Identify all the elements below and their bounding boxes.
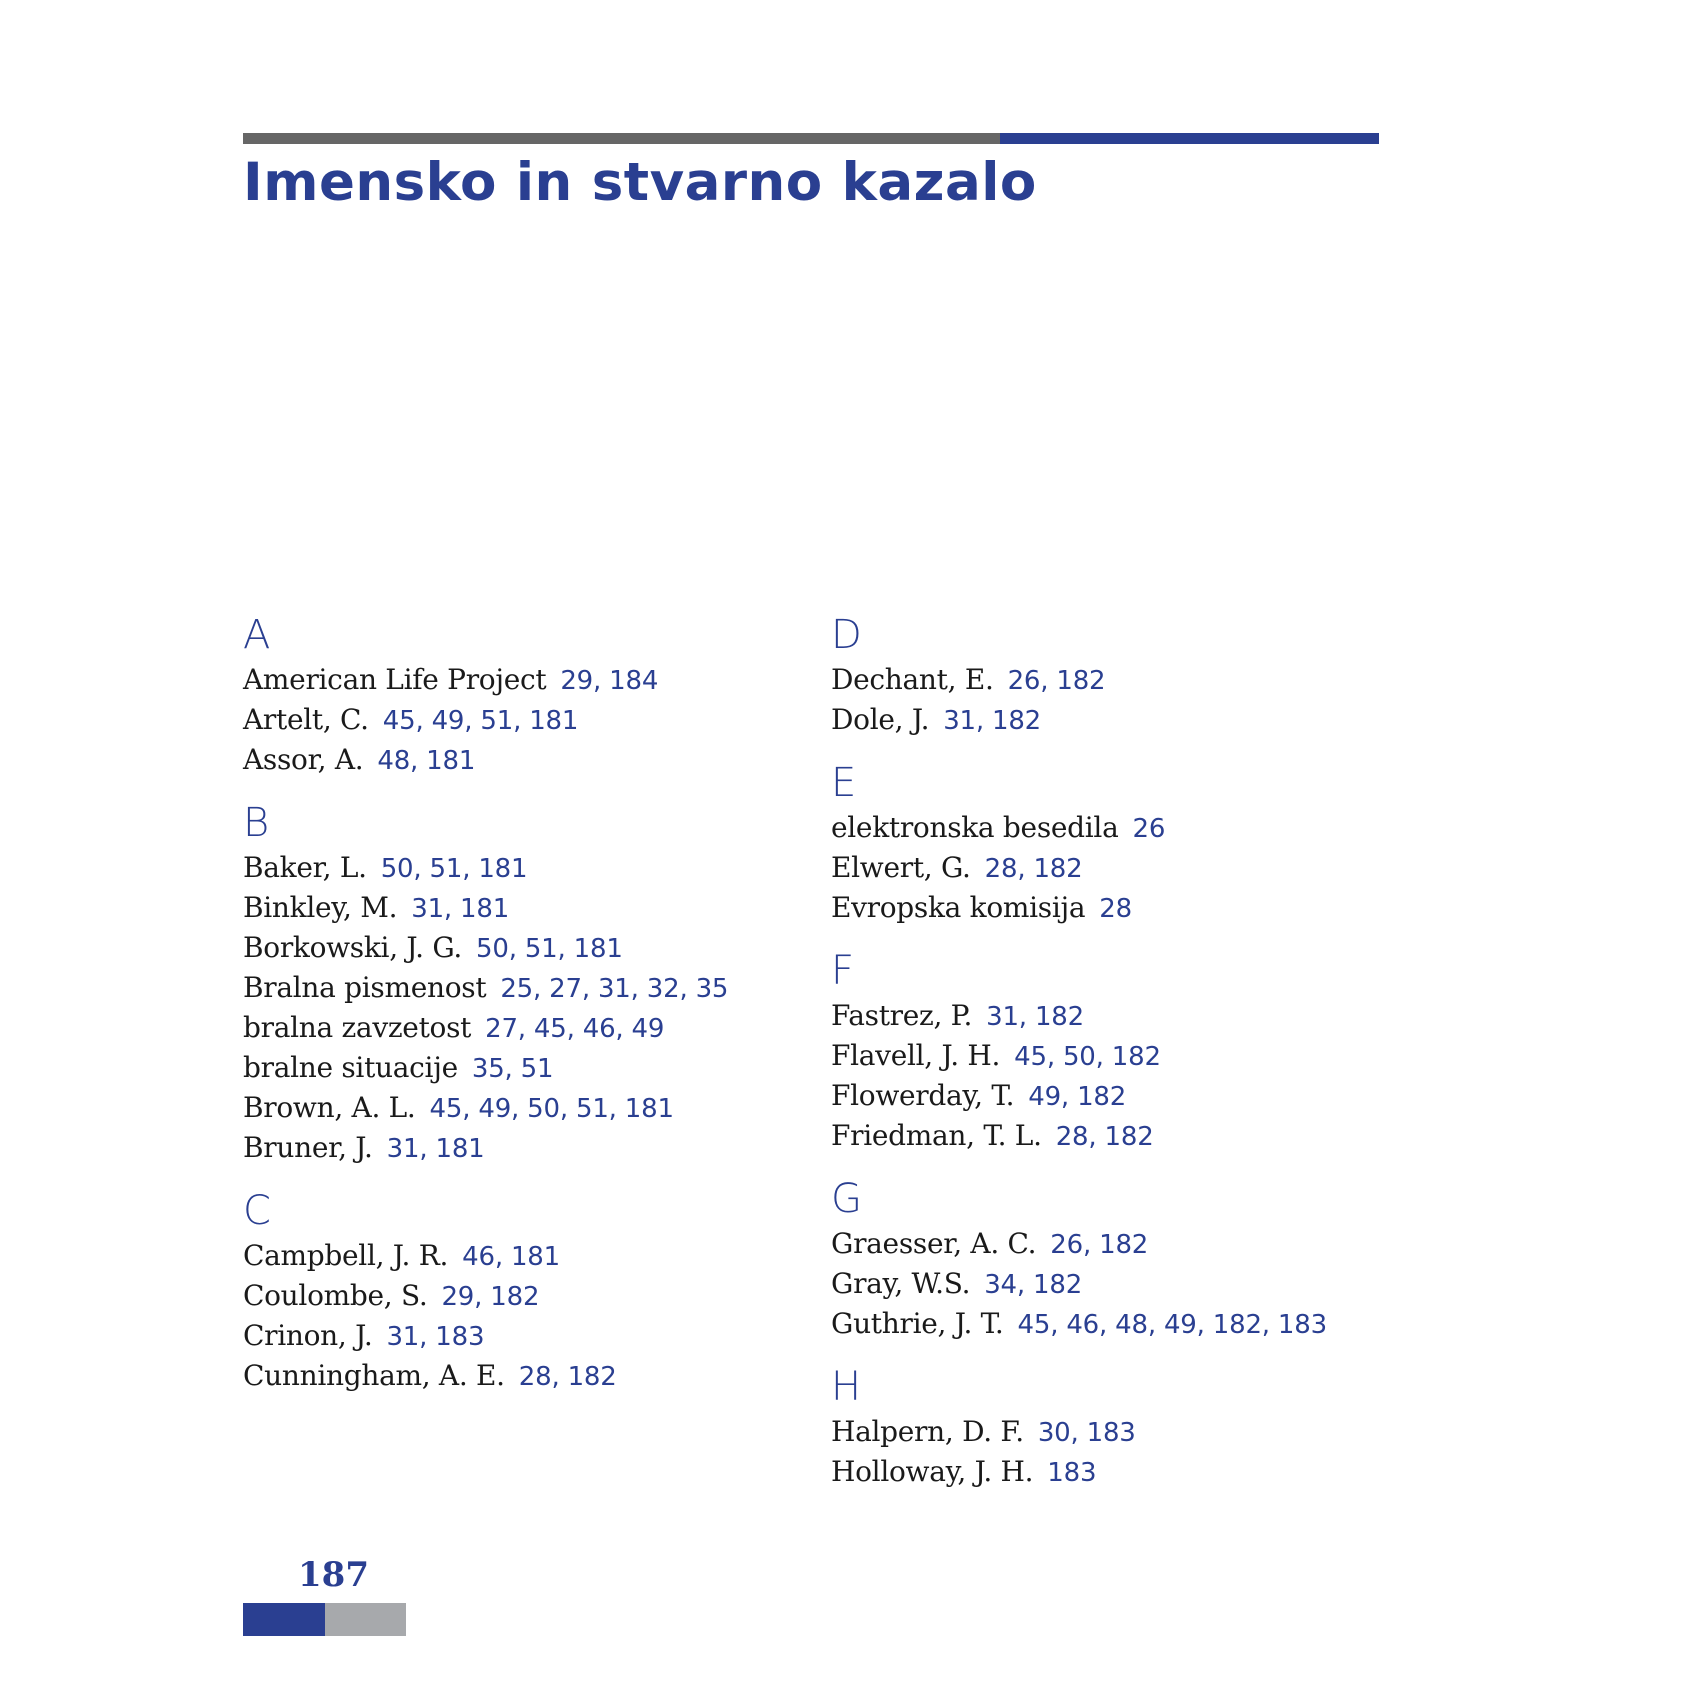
index-entry: [243, 888, 803, 928]
index-term: Gray, W.S.: [831, 1267, 971, 1300]
index-entry: [831, 1452, 1391, 1492]
index-term: Graesser, A. C.: [831, 1227, 1037, 1260]
index-term: Fastrez, P.: [831, 999, 973, 1032]
index-entry: [831, 848, 1391, 888]
section-letter: E: [831, 760, 857, 806]
index-term: Dole, J.: [831, 703, 930, 736]
index-entry: [831, 1304, 1391, 1344]
footer-bar: [243, 1603, 406, 1636]
index-entry: [831, 888, 1391, 928]
index-term: Assor, A.: [243, 743, 364, 776]
index-entry: [243, 1356, 803, 1396]
index-section-a: [243, 610, 803, 780]
page-references: 183: [1047, 1458, 1097, 1488]
page-references: 29, 182: [441, 1282, 540, 1312]
index-entry: [243, 1008, 803, 1048]
index-entry: [243, 848, 803, 888]
index-entry: [243, 700, 803, 740]
index-entry: [831, 1116, 1391, 1156]
index-term: bralne situacije: [243, 1051, 458, 1084]
index-section-h: [831, 1362, 1391, 1492]
index-section-f: [831, 946, 1391, 1156]
page-references: 28, 182: [984, 854, 1083, 884]
index-entry: [831, 660, 1391, 700]
index-term: Campbell, J. R.: [243, 1239, 449, 1272]
top-rule-gray-segment: [243, 133, 1000, 144]
index-term: Baker, L.: [243, 851, 367, 884]
index-term: Binkley, M.: [243, 891, 398, 924]
index-entry: [243, 1088, 803, 1128]
index-entry: [831, 1076, 1391, 1116]
page-number: 187: [298, 1555, 369, 1595]
index-entry: [243, 660, 803, 700]
page-references: 29, 184: [560, 666, 659, 696]
page-references: 50, 51, 181: [476, 934, 623, 964]
section-letter: B: [243, 800, 270, 846]
page-references: 31, 183: [386, 1322, 485, 1352]
top-rule: [243, 133, 1379, 144]
index-term: Bralna pismenost: [243, 971, 487, 1004]
page-references: 50, 51, 181: [380, 854, 528, 884]
index-column-right: [831, 610, 1391, 1510]
index-term: elektronska besedila: [831, 811, 1119, 844]
index-column-left: [243, 610, 803, 1414]
page-references: 46, 181: [462, 1242, 560, 1272]
index-term: Guthrie, J. T.: [831, 1307, 1004, 1340]
page-references: 45, 49, 50, 51, 181: [429, 1094, 674, 1124]
index-section-c: [243, 1186, 803, 1396]
index-section-b: [243, 798, 803, 1168]
section-letter: H: [831, 1364, 862, 1410]
index-term: Artelt, C.: [243, 703, 369, 736]
index-entry: [831, 1036, 1391, 1076]
page-references: 35, 51: [471, 1054, 554, 1084]
page-references: 49, 182: [1028, 1082, 1127, 1112]
index-entry: [243, 1236, 803, 1276]
page-references: 31, 182: [943, 706, 1042, 736]
index-entry: [243, 968, 803, 1008]
page-references: 31, 181: [411, 894, 510, 924]
index-term: Friedman, T. L.: [831, 1119, 1042, 1152]
index-term: Flavell, J. H.: [831, 1039, 1001, 1072]
section-letter: D: [831, 612, 862, 658]
page-references: 25, 27, 31, 32, 35: [500, 974, 729, 1004]
index-term: bralna zavzetost: [243, 1011, 472, 1044]
index-entry: [243, 1048, 803, 1088]
page-references: 31, 181: [386, 1134, 485, 1164]
index-section-g: [831, 1174, 1391, 1344]
page-references: 28: [1099, 894, 1132, 924]
index-entry: [243, 928, 803, 968]
top-rule-blue-segment: [1000, 133, 1379, 144]
index-term: Cunningham, A. E.: [243, 1359, 505, 1392]
index-term: Elwert, G.: [831, 851, 971, 884]
index-term: Evropska komisija: [831, 891, 1086, 924]
index-entry: [243, 1276, 803, 1316]
page-title: Imensko in stvarno kazalo: [243, 152, 1037, 213]
page-references: 26, 182: [1050, 1230, 1149, 1260]
page-references: 26: [1132, 814, 1166, 844]
index-entry: [831, 700, 1391, 740]
page-references: 48, 181: [377, 746, 476, 776]
index-section-d: [831, 610, 1391, 740]
page-references: 34, 182: [984, 1270, 1083, 1300]
section-letter: C: [243, 1188, 271, 1234]
page-references: 45, 50, 182: [1014, 1042, 1161, 1072]
index-term: American Life Project: [243, 663, 547, 696]
index-term: Flowerday, T.: [831, 1079, 1015, 1112]
page-references: 31, 182: [986, 1002, 1084, 1032]
index-entry: [243, 740, 803, 780]
index-term: Coulombe, S.: [243, 1279, 428, 1312]
page-references: 28, 182: [1055, 1122, 1154, 1152]
index-entry: [243, 1128, 803, 1168]
index-section-e: [831, 758, 1391, 928]
index-entry: [831, 1224, 1391, 1264]
index-entry: [831, 1264, 1391, 1304]
index-term: Bruner, J.: [243, 1131, 373, 1164]
index-term: Holloway, J. H.: [831, 1455, 1034, 1488]
index-term: Halpern, D. F.: [831, 1415, 1024, 1448]
index-term: Borkowski, J. G.: [243, 931, 463, 964]
page-references: 30, 183: [1037, 1418, 1136, 1448]
footer-bar-blue-segment: [243, 1603, 325, 1636]
index-entry: [243, 1316, 803, 1356]
footer-bar-gray-segment: [325, 1603, 406, 1636]
index-entry: [831, 808, 1391, 848]
index-term: Dechant, E.: [831, 663, 994, 696]
section-letter: F: [831, 948, 855, 994]
page-references: 26, 182: [1007, 666, 1106, 696]
page-references: 27, 45, 46, 49: [485, 1014, 665, 1044]
page-references: 45, 49, 51, 181: [382, 706, 579, 736]
section-letter: G: [831, 1176, 862, 1222]
index-entry: [831, 1412, 1391, 1452]
index-term: Brown, A. L.: [243, 1091, 416, 1124]
section-letter: A: [243, 612, 271, 658]
index-entry: [831, 996, 1391, 1036]
index-term: Crinon, J.: [243, 1319, 373, 1352]
page-references: 28, 182: [518, 1362, 617, 1392]
page-references: 45, 46, 48, 49, 182, 183: [1017, 1310, 1327, 1340]
